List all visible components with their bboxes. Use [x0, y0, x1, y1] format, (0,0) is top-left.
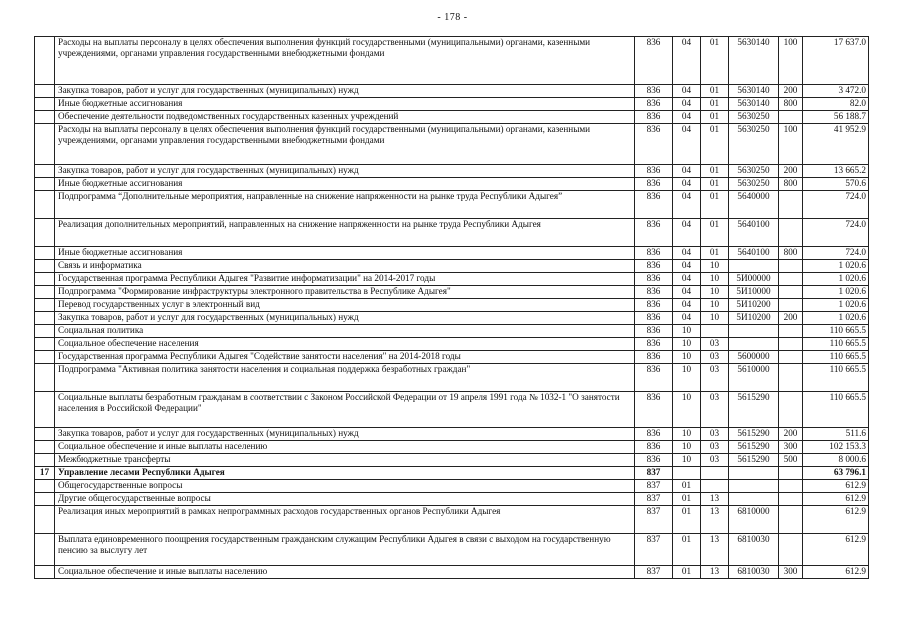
row-name-cell: Расходы на выплаты персоналу в целях обеспечения выполнения функций государственными (муниципальными) органами, казенными учреждениями, органами управления государственными внебюджетными фондами: [55, 124, 635, 165]
expense-type-cell: [779, 219, 803, 247]
amount-cell: 724.0: [803, 247, 869, 260]
amount-cell: 110 665.5: [803, 364, 869, 392]
subsection-code-cell: 13: [701, 566, 729, 579]
subsection-code-cell: [701, 480, 729, 493]
ved-code-cell: 836: [635, 219, 673, 247]
row-name-cell: Государственная программа Республики Адыгея "Содействие занятости населения" на 2014-2018 годы: [55, 351, 635, 364]
section-code-cell: 10: [673, 364, 701, 392]
row-number-cell: [35, 566, 55, 579]
subsection-code-cell: 13: [701, 506, 729, 534]
section-code-cell: 04: [673, 98, 701, 111]
section-code-cell: 01: [673, 506, 701, 534]
section-code-cell: 04: [673, 219, 701, 247]
expense-type-cell: [779, 286, 803, 299]
expense-type-cell: 200: [779, 165, 803, 178]
section-code-cell: 01: [673, 480, 701, 493]
section-code-cell: 04: [673, 165, 701, 178]
row-number-cell: [35, 286, 55, 299]
row-number-cell: [35, 247, 55, 260]
section-code-cell: 04: [673, 286, 701, 299]
subsection-code-cell: 03: [701, 441, 729, 454]
table-row: [35, 480, 869, 493]
ved-code-cell: 836: [635, 312, 673, 325]
row-name-cell: Связь и информатика: [55, 260, 635, 273]
subsection-code-cell: 01: [701, 165, 729, 178]
amount-cell: 82.0: [803, 98, 869, 111]
subsection-code-cell: 03: [701, 351, 729, 364]
amount-cell: 612.9: [803, 480, 869, 493]
amount-cell: 102 153.3: [803, 441, 869, 454]
section-code-cell: 04: [673, 191, 701, 219]
expense-type-cell: [779, 111, 803, 124]
row-number-cell: [35, 338, 55, 351]
row-number-cell: [35, 351, 55, 364]
ved-code-cell: 836: [635, 124, 673, 165]
table-row: [35, 219, 869, 247]
expense-type-cell: [779, 364, 803, 392]
expense-type-cell: 800: [779, 178, 803, 191]
subsection-code-cell: 01: [701, 247, 729, 260]
amount-cell: 56 188.7: [803, 111, 869, 124]
target-article-cell: 5640100: [729, 219, 779, 247]
subsection-code-cell: 10: [701, 260, 729, 273]
subsection-code-cell: 10: [701, 286, 729, 299]
section-code-cell: 10: [673, 441, 701, 454]
target-article-cell: 5630250: [729, 111, 779, 124]
ved-code-cell: 837: [635, 493, 673, 506]
amount-cell: 511.6: [803, 428, 869, 441]
amount-cell: 13 665.2: [803, 165, 869, 178]
target-article-cell: [729, 260, 779, 273]
row-name-cell: Расходы на выплаты персоналу в целях обеспечения выполнения функций государственными (муниципальными) органами, казенными учреждениями, органами управления государственными внебюджетными фондами: [55, 37, 635, 85]
row-name-cell: Социальное обеспечение населения: [55, 338, 635, 351]
table-row: [35, 37, 869, 85]
expense-type-cell: [779, 338, 803, 351]
row-number-cell: [35, 441, 55, 454]
amount-cell: 724.0: [803, 191, 869, 219]
row-name-cell: Социальная политика: [55, 325, 635, 338]
row-number-cell: [35, 37, 55, 85]
amount-cell: 570.6: [803, 178, 869, 191]
row-name-cell: Подпрограмма “Дополнительные мероприятия, направленные на снижение напряженности на рынке труда Республики Адыгея”: [55, 191, 635, 219]
ved-code-cell: 836: [635, 325, 673, 338]
amount-cell: 724.0: [803, 219, 869, 247]
section-code-cell: 01: [673, 534, 701, 566]
subsection-code-cell: 01: [701, 37, 729, 85]
subsection-code-cell: 13: [701, 493, 729, 506]
table-row: [35, 566, 869, 579]
table-row: [35, 534, 869, 566]
ved-code-cell: 836: [635, 247, 673, 260]
row-name-cell: Подпрограмма "Формирование инфраструктуры электронного правительства в Республике Адыгея": [55, 286, 635, 299]
table-row: [35, 286, 869, 299]
target-article-cell: 5615290: [729, 441, 779, 454]
table-row: [35, 493, 869, 506]
row-name-cell: Межбюджетные трансферты: [55, 454, 635, 467]
expense-type-cell: 100: [779, 124, 803, 165]
ved-code-cell: 836: [635, 85, 673, 98]
subsection-code-cell: 13: [701, 534, 729, 566]
target-article-cell: [729, 467, 779, 480]
expense-type-cell: 300: [779, 441, 803, 454]
row-name-cell: Государственная программа Республики Адыгея "Развитие информатизации" на 2014-2017 годы: [55, 273, 635, 286]
expense-type-cell: [779, 260, 803, 273]
target-article-cell: 6810030: [729, 566, 779, 579]
section-code-cell: 10: [673, 392, 701, 428]
ved-code-cell: 836: [635, 273, 673, 286]
ved-code-cell: 836: [635, 299, 673, 312]
row-number-cell: [35, 480, 55, 493]
row-number-cell: [35, 124, 55, 165]
table-row: [35, 98, 869, 111]
row-name-cell: Закупка товаров, работ и услуг для государственных (муниципальных) нужд: [55, 428, 635, 441]
ved-code-cell: 837: [635, 506, 673, 534]
section-code-cell: 04: [673, 312, 701, 325]
subsection-code-cell: 10: [701, 312, 729, 325]
target-article-cell: 5630250: [729, 124, 779, 165]
table-row: [35, 191, 869, 219]
ved-code-cell: 837: [635, 534, 673, 566]
target-article-cell: 5615290: [729, 454, 779, 467]
section-code-cell: 04: [673, 37, 701, 85]
subsection-code-cell: 01: [701, 178, 729, 191]
expense-type-cell: [779, 191, 803, 219]
expense-type-cell: [779, 273, 803, 286]
row-number-cell: 17: [35, 467, 55, 480]
row-name-cell: Выплата единовременного поощрения государственным гражданским служащим Республики Адыгея в связи с выходом на государственную пенсию за выслугу лет: [55, 534, 635, 566]
target-article-cell: [729, 493, 779, 506]
ved-code-cell: 836: [635, 286, 673, 299]
row-name-cell: Реализация дополнительных мероприятий, направленных на снижение напряженности на рынке труда Республики Адыгея: [55, 219, 635, 247]
ved-code-cell: 836: [635, 441, 673, 454]
amount-cell: 41 952.9: [803, 124, 869, 165]
target-article-cell: 6810030: [729, 534, 779, 566]
amount-cell: 110 665.5: [803, 351, 869, 364]
target-article-cell: 5И10000: [729, 286, 779, 299]
table-row: [35, 506, 869, 534]
expense-type-cell: 800: [779, 247, 803, 260]
table-row: [35, 260, 869, 273]
amount-cell: 1 020.6: [803, 260, 869, 273]
ved-code-cell: 836: [635, 37, 673, 85]
amount-cell: 17 637.0: [803, 37, 869, 85]
amount-cell: 110 665.5: [803, 325, 869, 338]
expense-type-cell: 500: [779, 454, 803, 467]
section-code-cell: 04: [673, 178, 701, 191]
ved-code-cell: 836: [635, 338, 673, 351]
target-article-cell: 5610000: [729, 364, 779, 392]
amount-cell: 1 020.6: [803, 312, 869, 325]
table-row: [35, 351, 869, 364]
expense-type-cell: 300: [779, 566, 803, 579]
row-name-cell: Социальное обеспечение и иные выплаты населению: [55, 441, 635, 454]
target-article-cell: 5И00000: [729, 273, 779, 286]
section-code-cell: 10: [673, 351, 701, 364]
row-number-cell: [35, 534, 55, 566]
row-number-cell: [35, 219, 55, 247]
amount-cell: 110 665.5: [803, 338, 869, 351]
expense-type-cell: [779, 299, 803, 312]
ved-code-cell: 836: [635, 428, 673, 441]
target-article-cell: 5630140: [729, 98, 779, 111]
table-row: [35, 338, 869, 351]
table-row: [35, 247, 869, 260]
row-name-cell: Общегосударственные вопросы: [55, 480, 635, 493]
subsection-code-cell: [701, 467, 729, 480]
subsection-code-cell: 03: [701, 392, 729, 428]
target-article-cell: 5630140: [729, 37, 779, 85]
row-number-cell: [35, 299, 55, 312]
row-name-cell: Иные бюджетные ассигнования: [55, 98, 635, 111]
amount-cell: 3 472.0: [803, 85, 869, 98]
ved-code-cell: 836: [635, 111, 673, 124]
target-article-cell: 5640000: [729, 191, 779, 219]
amount-cell: 110 665.5: [803, 392, 869, 428]
row-name-cell: Перевод государственных услуг в электронный вид: [55, 299, 635, 312]
amount-cell: 1 020.6: [803, 299, 869, 312]
table-row: [35, 428, 869, 441]
row-name-cell: Реализация иных мероприятий в рамках непрограммных расходов государственных органов Республики Адыгея: [55, 506, 635, 534]
ved-code-cell: 836: [635, 165, 673, 178]
expense-type-cell: [779, 325, 803, 338]
table-row: [35, 441, 869, 454]
target-article-cell: [729, 338, 779, 351]
expense-type-cell: 200: [779, 85, 803, 98]
row-number-cell: [35, 178, 55, 191]
subsection-code-cell: 01: [701, 124, 729, 165]
row-name-cell: Обеспечение деятельности подведомственных государственных казенных учреждений: [55, 111, 635, 124]
row-number-cell: [35, 273, 55, 286]
row-name-cell: Управление лесами Республики Адыгея: [55, 467, 635, 480]
target-article-cell: 5615290: [729, 428, 779, 441]
ved-code-cell: 837: [635, 566, 673, 579]
section-code-cell: 10: [673, 325, 701, 338]
row-name-cell: Закупка товаров, работ и услуг для государственных (муниципальных) нужд: [55, 312, 635, 325]
subsection-code-cell: 01: [701, 191, 729, 219]
section-code-cell: 04: [673, 85, 701, 98]
section-code-cell: 10: [673, 428, 701, 441]
target-article-cell: [729, 480, 779, 493]
subsection-code-cell: 03: [701, 338, 729, 351]
table-row: [35, 178, 869, 191]
row-number-cell: [35, 454, 55, 467]
subsection-code-cell: 01: [701, 219, 729, 247]
ved-code-cell: 836: [635, 178, 673, 191]
table-row: [35, 165, 869, 178]
target-article-cell: 5615290: [729, 392, 779, 428]
section-code-cell: 04: [673, 124, 701, 165]
subsection-code-cell: 01: [701, 85, 729, 98]
amount-cell: 63 796.1: [803, 467, 869, 480]
budget-table: [34, 36, 869, 579]
target-article-cell: 5630140: [729, 85, 779, 98]
subsection-code-cell: 03: [701, 454, 729, 467]
ved-code-cell: 836: [635, 392, 673, 428]
table-row: [35, 111, 869, 124]
section-code-cell: 04: [673, 247, 701, 260]
expense-type-cell: 800: [779, 98, 803, 111]
target-article-cell: 5640100: [729, 247, 779, 260]
section-code-cell: 01: [673, 566, 701, 579]
row-number-cell: [35, 191, 55, 219]
row-name-cell: Другие общегосударственные вопросы: [55, 493, 635, 506]
ved-code-cell: 836: [635, 98, 673, 111]
section-code-cell: [673, 467, 701, 480]
amount-cell: 612.9: [803, 493, 869, 506]
section-code-cell: 04: [673, 111, 701, 124]
expense-type-cell: [779, 506, 803, 534]
section-code-cell: 10: [673, 454, 701, 467]
row-number-cell: [35, 98, 55, 111]
amount-cell: 8 000.6: [803, 454, 869, 467]
ved-code-cell: 836: [635, 351, 673, 364]
ved-code-cell: 836: [635, 454, 673, 467]
row-name-cell: Социальные выплаты безработным гражданам в соответствии с Законом Российской Федерации от 19 апреля 1991 года № 1032-1 "О занятости населения в Российской Федерации": [55, 392, 635, 428]
target-article-cell: 5600000: [729, 351, 779, 364]
expense-type-cell: [779, 493, 803, 506]
amount-cell: 1 020.6: [803, 273, 869, 286]
row-name-cell: Иные бюджетные ассигнования: [55, 247, 635, 260]
subsection-code-cell: 10: [701, 273, 729, 286]
ved-code-cell: 837: [635, 480, 673, 493]
target-article-cell: 6810000: [729, 506, 779, 534]
expense-type-cell: 100: [779, 37, 803, 85]
expense-type-cell: 200: [779, 428, 803, 441]
amount-cell: 1 020.6: [803, 286, 869, 299]
table-row: [35, 312, 869, 325]
table-row: [35, 85, 869, 98]
target-article-cell: [729, 325, 779, 338]
row-number-cell: [35, 428, 55, 441]
expense-type-cell: [779, 480, 803, 493]
page-number: - 178 -: [437, 12, 468, 23]
table-row: [35, 364, 869, 392]
target-article-cell: 5И10200: [729, 312, 779, 325]
target-article-cell: 5И10200: [729, 299, 779, 312]
row-number-cell: [35, 312, 55, 325]
table-row: [35, 325, 869, 338]
expense-type-cell: [779, 467, 803, 480]
section-code-cell: 04: [673, 299, 701, 312]
row-number-cell: [35, 260, 55, 273]
table-row: [35, 467, 869, 480]
target-article-cell: 5630250: [729, 178, 779, 191]
amount-cell: 612.9: [803, 506, 869, 534]
section-code-cell: 04: [673, 273, 701, 286]
row-name-cell: Социальное обеспечение и иные выплаты населению: [55, 566, 635, 579]
section-code-cell: 01: [673, 493, 701, 506]
subsection-code-cell: 01: [701, 98, 729, 111]
expense-type-cell: [779, 534, 803, 566]
ved-code-cell: 836: [635, 364, 673, 392]
expense-type-cell: [779, 351, 803, 364]
row-name-cell: Закупка товаров, работ и услуг для государственных (муниципальных) нужд: [55, 165, 635, 178]
ved-code-cell: 836: [635, 260, 673, 273]
section-code-cell: 10: [673, 338, 701, 351]
table-row: [35, 392, 869, 428]
table-row: [35, 299, 869, 312]
ved-code-cell: 836: [635, 191, 673, 219]
table-row: [35, 124, 869, 165]
row-name-cell: Закупка товаров, работ и услуг для государственных (муниципальных) нужд: [55, 85, 635, 98]
amount-cell: 612.9: [803, 534, 869, 566]
subsection-code-cell: 10: [701, 299, 729, 312]
table-row: [35, 273, 869, 286]
row-number-cell: [35, 506, 55, 534]
target-article-cell: 5630250: [729, 165, 779, 178]
row-number-cell: [35, 165, 55, 178]
subsection-code-cell: [701, 325, 729, 338]
amount-cell: 612.9: [803, 566, 869, 579]
row-name-cell: Иные бюджетные ассигнования: [55, 178, 635, 191]
row-name-cell: Подпрограмма "Активная политика занятости населения и социальная поддержка безработных граждан": [55, 364, 635, 392]
table-row: [35, 454, 869, 467]
subsection-code-cell: 01: [701, 111, 729, 124]
ved-code-cell: 837: [635, 467, 673, 480]
row-number-cell: [35, 85, 55, 98]
row-number-cell: [35, 325, 55, 338]
row-number-cell: [35, 493, 55, 506]
expense-type-cell: 200: [779, 312, 803, 325]
row-number-cell: [35, 364, 55, 392]
expense-type-cell: [779, 392, 803, 428]
section-code-cell: 04: [673, 260, 701, 273]
subsection-code-cell: 03: [701, 428, 729, 441]
row-number-cell: [35, 111, 55, 124]
subsection-code-cell: 03: [701, 364, 729, 392]
row-number-cell: [35, 392, 55, 428]
